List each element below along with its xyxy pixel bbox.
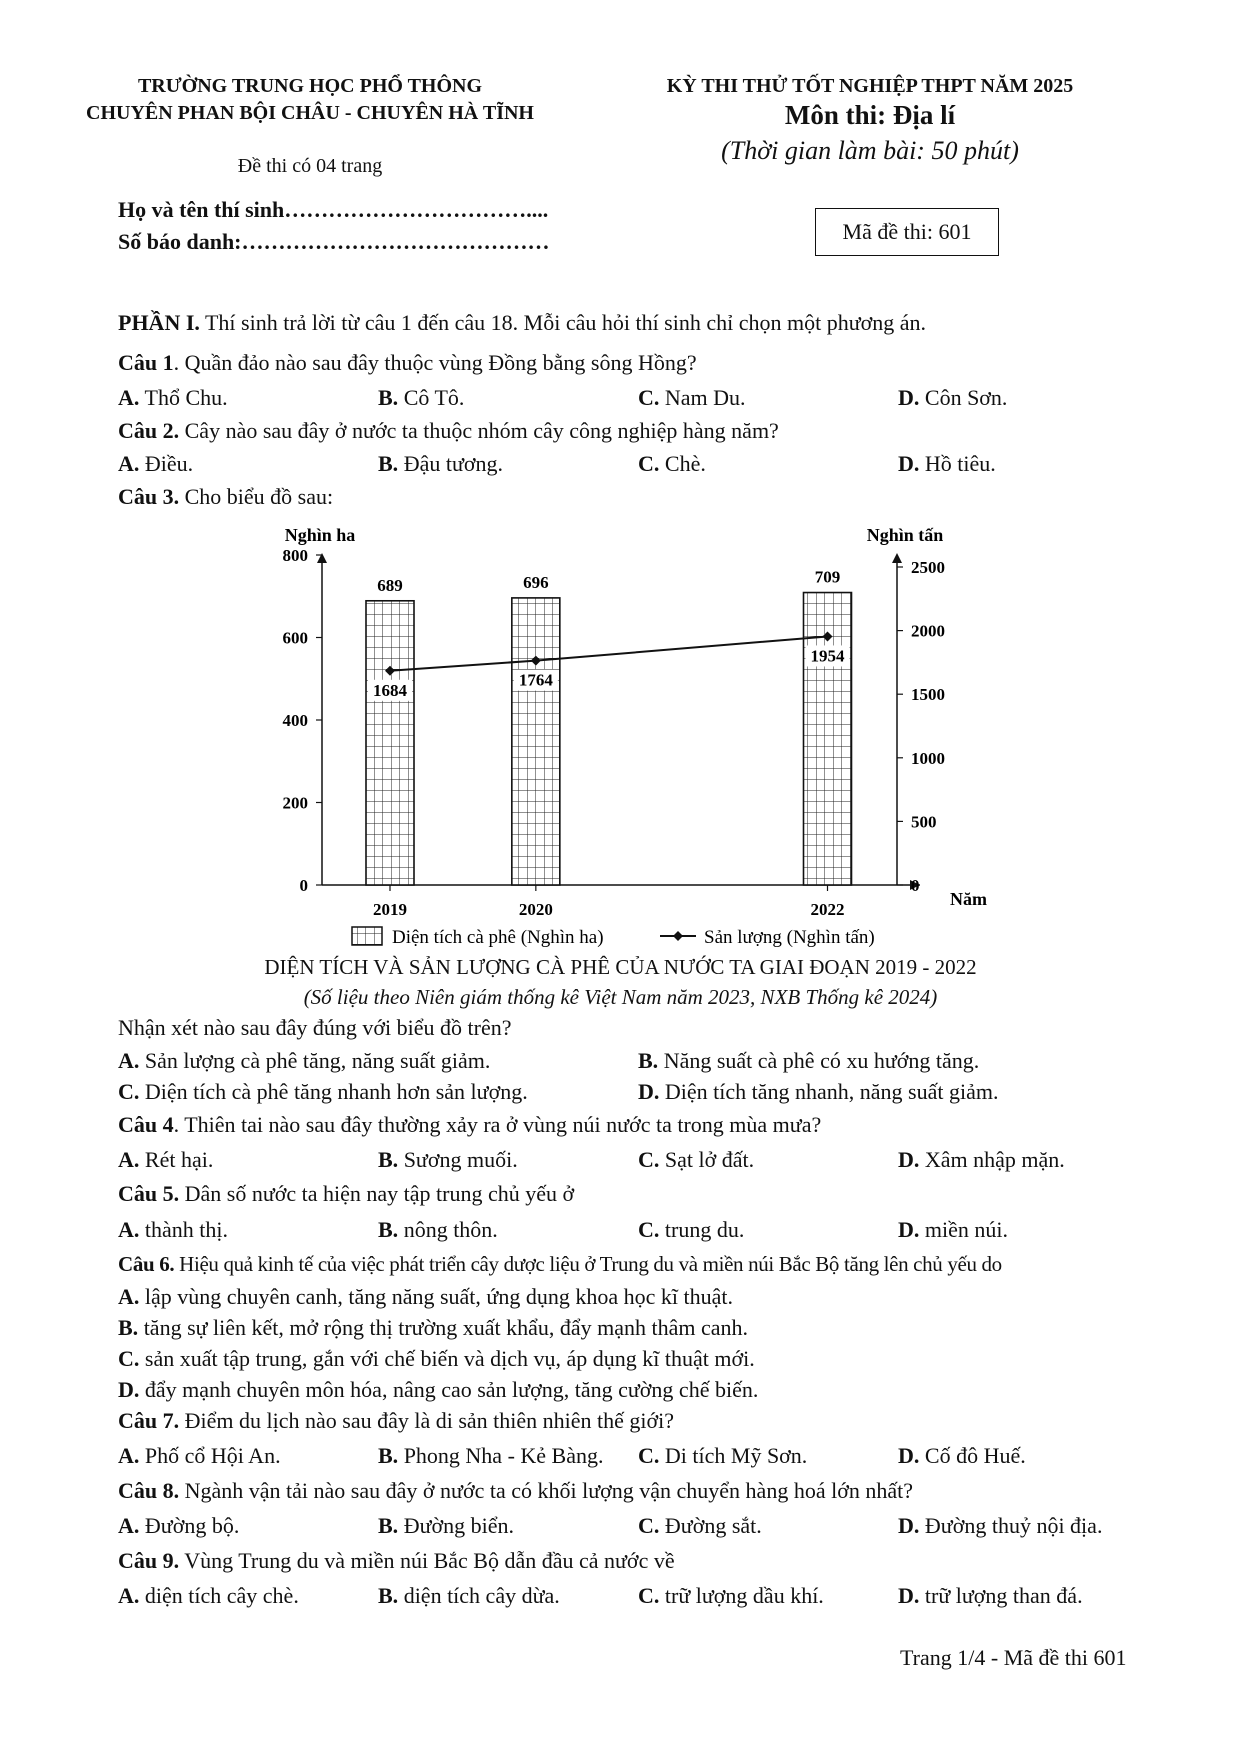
question-6-text: Hiệu quả kinh tế của việc phát triển cây dược liệu ở Trung du và miền núi Bắc Bộ tăng lên chủ yếu do bbox=[174, 1252, 1002, 1276]
chart-title: DIỆN TÍCH VÀ SẢN LƯỢNG CÀ PHÊ CỦA NƯỚC TA GIAI ĐOẠN 2019 - 2022 bbox=[264, 955, 977, 979]
part1-label: PHẦN I. bbox=[118, 310, 200, 335]
page-footer: Trang 1/4 - Mã đề thi 601 bbox=[900, 1645, 1127, 1670]
bar-value-label: 696 bbox=[523, 572, 549, 592]
subject-title: Môn thi: Địa lí bbox=[784, 100, 956, 130]
q9-option-c: C. trữ lượng dầu khí. bbox=[638, 1583, 824, 1608]
q3-option-c: C. Diện tích cà phê tăng nhanh hơn sản lượng. bbox=[118, 1079, 528, 1104]
question-8-label: Câu 8. bbox=[118, 1478, 180, 1503]
q4-option-a: A. Rét hại. bbox=[118, 1147, 214, 1172]
left-tick-label: 800 bbox=[282, 546, 308, 565]
candidate-id-line: Số báo danh:…………………………………… bbox=[118, 229, 550, 254]
question-7-text: Điểm du lịch nào sau đây là di sản thiên nhiên thế giới? bbox=[179, 1408, 675, 1433]
q8-option-b: B. Đường biển. bbox=[378, 1513, 515, 1538]
q3-option-a: A. Sản lượng cà phê tăng, năng suất giảm. bbox=[118, 1048, 491, 1073]
q5-option-b: B. nông thôn. bbox=[378, 1217, 498, 1242]
question-5-text: Dân số nước ta hiện nay tập trung chủ yếu ở bbox=[179, 1181, 575, 1206]
part1-text: Thí sinh trả lời từ câu 1 đến câu 18. Mỗi câu hỏi thí sinh chỉ chọn một phương án. bbox=[199, 310, 927, 335]
left-tick-label: 0 bbox=[299, 876, 308, 895]
exam-code: Mã đề thi: 601 bbox=[842, 219, 972, 244]
left-axis-title: Nghìn ha bbox=[284, 525, 356, 545]
question-3-prompt: Nhận xét nào sau đây đúng với biểu đồ trên? bbox=[118, 1015, 512, 1040]
question-7-label: Câu 7. bbox=[118, 1408, 180, 1433]
question-5 bbox=[118, 1181, 574, 1207]
question-2-text: Cây nào sau đây ở nước ta thuộc nhóm cây công nghiệp hàng năm? bbox=[179, 418, 779, 443]
q6-option-b: B. tăng sự liên kết, mở rộng thị trường xuất khẩu, đẩy mạnh thâm canh. bbox=[118, 1315, 749, 1340]
school-name-line2: CHUYÊN PHAN BỘI CHÂU - CHUYÊN HÀ TĨNH bbox=[86, 102, 534, 124]
x-tick-label: 2019 bbox=[373, 900, 407, 919]
question-1-label: Câu 1 bbox=[118, 350, 174, 375]
q2-option-b: B. Đậu tương. bbox=[378, 451, 504, 476]
q4-option-b: B. Sương muối. bbox=[378, 1147, 518, 1172]
q1-option-c: C. Nam Du. bbox=[638, 385, 746, 410]
bar-value-label: 709 bbox=[814, 567, 841, 587]
q8-option-d: D. Đường thuỷ nội địa. bbox=[898, 1513, 1103, 1538]
exam-duration: (Thời gian làm bài: 50 phút) bbox=[721, 136, 1019, 165]
right-axis-arrow bbox=[892, 553, 902, 563]
part1-instruction bbox=[118, 310, 926, 336]
question-9-text: Vùng Trung du và miền núi Bắc Bộ dẫn đầu cả nước về bbox=[179, 1548, 675, 1573]
legend-line-label: Sản lượng (Nghìn tấn) bbox=[704, 927, 875, 948]
legend-bar-label: Diện tích cà phê (Nghìn ha) bbox=[392, 927, 604, 948]
q1-option-a: A. Thổ Chu. bbox=[118, 385, 228, 410]
x-tick-label: 2020 bbox=[518, 900, 553, 919]
q4-option-d: D. Xâm nhập mặn. bbox=[898, 1147, 1065, 1172]
line-value-label: 1954 bbox=[810, 646, 845, 666]
question-1-text: . Quần đảo nào sau đây thuộc vùng Đồng bằng sông Hồng? bbox=[173, 350, 697, 375]
q6-option-c: C. sản xuất tập trung, gắn với chế biến và dịch vụ, áp dụng kĩ thuật mới. bbox=[118, 1346, 755, 1371]
x-axis-title: Năm bbox=[950, 889, 987, 909]
question-4 bbox=[118, 1112, 821, 1138]
question-6 bbox=[118, 1252, 1002, 1277]
question-4-text: . Thiên tai nào sau đây thường xảy ra ở vùng núi nước ta trong mùa mưa? bbox=[173, 1112, 822, 1137]
left-tick-label: 200 bbox=[282, 793, 308, 813]
q7-option-a: A. Phố cổ Hội An. bbox=[118, 1443, 281, 1468]
q6-option-a: A. lập vùng chuyên canh, tăng năng suất, ứng dụng khoa học kĩ thuật. bbox=[118, 1284, 733, 1309]
q7-option-b: B. Phong Nha - Kẻ Bàng. bbox=[378, 1443, 604, 1468]
question-4-label: Câu 4 bbox=[118, 1112, 174, 1137]
q2-option-d: D. Hồ tiêu. bbox=[898, 451, 996, 476]
q7-option-d: D. Cố đô Huế. bbox=[898, 1443, 1026, 1468]
q2-option-c: C. Chè. bbox=[638, 451, 706, 476]
q5-option-d: D. miền núi. bbox=[898, 1217, 1008, 1242]
exam-code-box bbox=[815, 208, 999, 256]
question-7 bbox=[118, 1408, 674, 1434]
chart-source: (Số liệu theo Niên giám thống kê Việt Nam năm 2023, NXB Thống kê 2024) bbox=[303, 985, 938, 1009]
q9-option-a: A. diện tích cây chè. bbox=[118, 1583, 299, 1608]
candidate-name-line: Họ và tên thí sinh…………………………….... bbox=[118, 197, 549, 222]
question-5-label: Câu 5. bbox=[118, 1181, 180, 1206]
right-tick-label: 1000 bbox=[911, 748, 945, 768]
q4-option-c: C. Sạt lở đất. bbox=[638, 1147, 755, 1172]
q8-option-c: C. Đường sắt. bbox=[638, 1513, 762, 1538]
right-tick-label: 2000 bbox=[911, 621, 945, 641]
right-axis-title: Nghìn tấn bbox=[866, 525, 944, 545]
q5-option-c: C. trung du. bbox=[638, 1217, 745, 1242]
coffee-chart bbox=[0, 515, 1241, 985]
right-tick-label: 500 bbox=[911, 812, 937, 832]
q2-option-a: A. Điều. bbox=[118, 451, 194, 476]
question-3 bbox=[118, 484, 333, 510]
q7-option-c: C. Di tích Mỹ Sơn. bbox=[638, 1443, 808, 1468]
question-6-label: Câu 6. bbox=[118, 1252, 175, 1276]
question-8 bbox=[118, 1478, 913, 1504]
bar-2020 bbox=[512, 598, 560, 885]
line-value-label: 1684 bbox=[373, 680, 407, 700]
right-tick-label: 2500 bbox=[911, 558, 945, 577]
bar-2019 bbox=[366, 601, 414, 885]
question-9-label: Câu 9. bbox=[118, 1548, 180, 1573]
school-name-line1: TRƯỜNG TRUNG HỌC PHỔ THÔNG bbox=[137, 75, 483, 97]
q3-option-b: B. Năng suất cà phê có xu hướng tăng. bbox=[638, 1048, 980, 1073]
question-3-label: Câu 3. bbox=[118, 484, 180, 509]
q3-option-d: D. Diện tích tăng nhanh, năng suất giảm. bbox=[638, 1079, 999, 1104]
right-tick-label: 1500 bbox=[911, 685, 945, 705]
line-value-label: 1764 bbox=[518, 670, 553, 690]
legend-bar-swatch bbox=[352, 927, 382, 945]
q9-option-b: B. diện tích cây dừa. bbox=[378, 1583, 560, 1608]
production-line bbox=[390, 636, 828, 670]
bar-value-label: 689 bbox=[377, 575, 403, 595]
q5-option-a: A. thành thị. bbox=[118, 1217, 228, 1242]
question-2 bbox=[118, 418, 779, 444]
question-3-text: Cho biểu đồ sau: bbox=[179, 484, 334, 509]
left-tick-label: 400 bbox=[282, 711, 308, 730]
exam-title: KỲ THI THỬ TỐT NGHIỆP THPT NĂM 2025 bbox=[666, 75, 1074, 97]
question-9 bbox=[118, 1548, 675, 1574]
q1-option-b: B. Cô Tô. bbox=[378, 385, 465, 410]
legend-line-marker bbox=[673, 931, 683, 941]
right-tick-label: 0 bbox=[911, 876, 920, 895]
question-8-text: Ngành vận tải nào sau đây ở nước ta có khối lượng vận chuyển hàng hoá lớn nhất? bbox=[179, 1478, 913, 1503]
q9-option-d: D. trữ lượng than đá. bbox=[898, 1583, 1083, 1608]
question-2-label: Câu 2. bbox=[118, 418, 180, 443]
q6-option-d: D. đẩy mạnh chuyên môn hóa, nâng cao sản lượng, tăng cường chế biến. bbox=[118, 1377, 759, 1402]
pages-note: Đề thi có 04 trang bbox=[237, 155, 383, 177]
left-tick-label: 600 bbox=[282, 628, 308, 648]
q1-option-d: D. Côn Sơn. bbox=[898, 385, 1008, 410]
q8-option-a: A. Đường bộ. bbox=[118, 1513, 240, 1538]
question-1 bbox=[118, 350, 697, 376]
x-tick-label: 2022 bbox=[810, 900, 845, 919]
